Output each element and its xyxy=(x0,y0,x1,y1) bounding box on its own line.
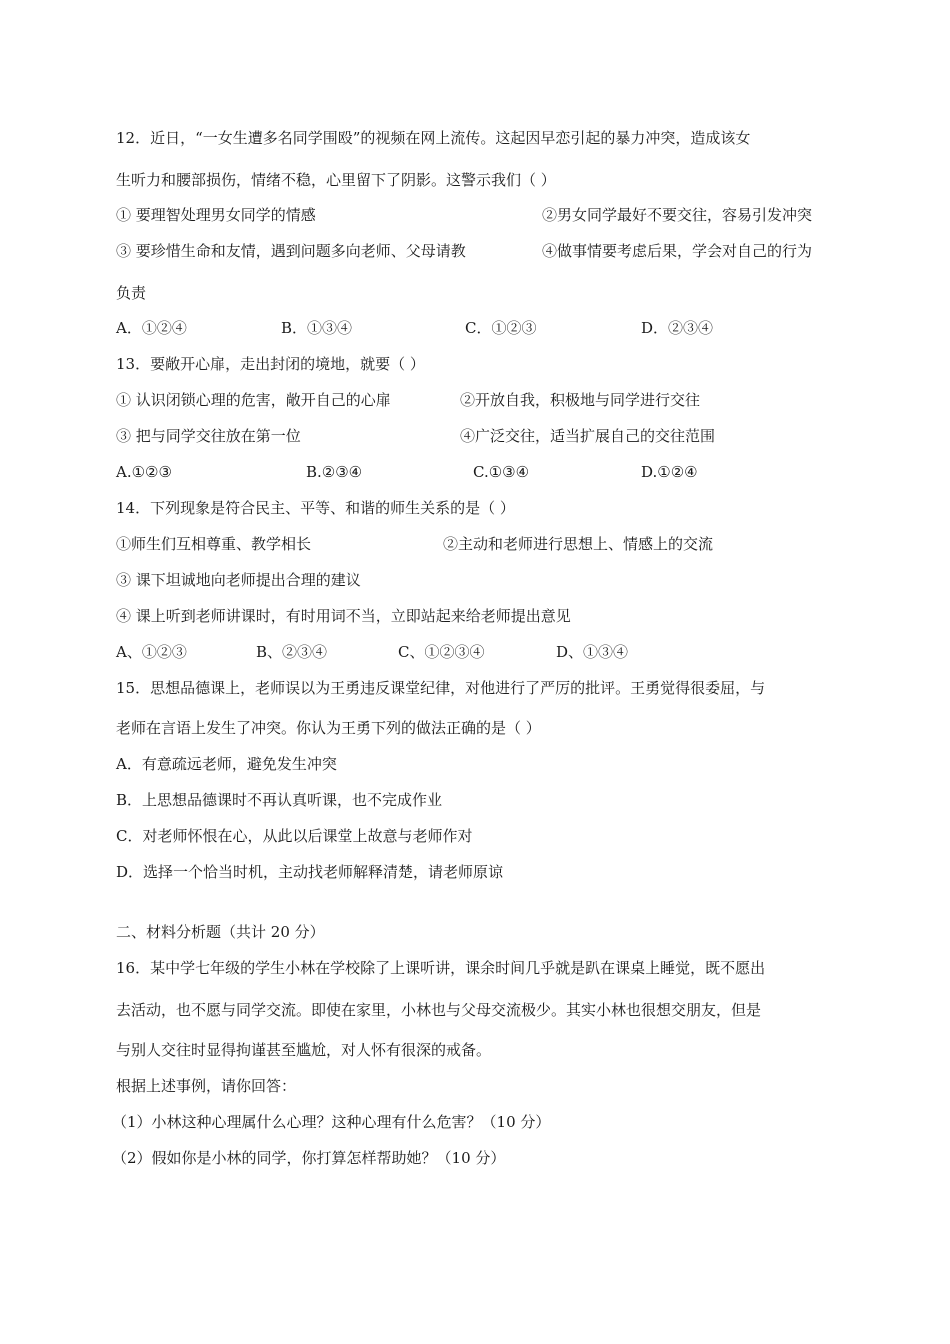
q14-option-b: B、②③④ xyxy=(256,643,328,661)
q14-item-1: ①师生们互相尊重、教学相长 xyxy=(116,535,312,553)
q13-option-c: C.①③④ xyxy=(473,463,530,481)
q14-option-a: A、①②③ xyxy=(116,643,187,661)
q12-option-b: B．①③④ xyxy=(281,319,353,337)
q12-option-c: C．①②③ xyxy=(465,319,537,337)
q15-stem-line1: 15．思想品德课上，老师误以为王勇违反课堂纪律，对他进行了严厉的批评。王勇觉得很委屈，与 xyxy=(116,679,766,697)
q15-option-c: C．对老师怀恨在心，从此以后课堂上故意与老师作对 xyxy=(116,827,473,845)
q16-stem-line3: 与别人交往时显得拘谨甚至尴尬，对人怀有很深的戒备。 xyxy=(116,1041,492,1059)
q12-item-3: ③ 要珍惜生命和友情，遇到问题多向老师、父母请教 xyxy=(116,242,466,260)
q14-item-2: ②主动和老师进行思想上、情感上的交流 xyxy=(443,535,714,553)
q13-option-a: A.①②③ xyxy=(116,463,172,481)
q14-stem: 14．下列现象是符合民主、平等、和谐的师生关系的是（ ） xyxy=(116,499,515,517)
q13-item-2: ②开放自我，积极地与同学进行交往 xyxy=(460,391,701,409)
q16-stem-line1: 16．某中学七年级的学生小林在学校除了上课听讲，课余时间几乎就是趴在课桌上睡觉，既不愿出 xyxy=(116,959,766,977)
q14-item-3: ③ 课下坦诚地向老师提出合理的建议 xyxy=(116,571,361,589)
q12-stem-line1: 12．近日，“一女生遭多名同学围殴”的视频在网上流传。这起因早恋引起的暴力冲突，造成该女 xyxy=(116,129,751,147)
q13-option-b: B.②③④ xyxy=(306,463,363,481)
q15-option-b: B．上思想品德课时不再认真听课，也不完成作业 xyxy=(116,791,443,809)
q14-option-d: D、①③④ xyxy=(556,643,629,661)
q13-stem: 13．要敞开心扉，走出封闭的境地，就要（ ） xyxy=(116,355,425,373)
q16-subquestion-2: （2）假如你是小林的同学，你打算怎样帮助她？（10 分） xyxy=(112,1149,506,1167)
q14-option-c: C、①②③④ xyxy=(398,643,485,661)
q12-item-4-cont: 负责 xyxy=(116,284,147,302)
q12-item-1: ① 要理智处理男女同学的情感 xyxy=(116,206,316,224)
q16-stem-line2: 去活动，也不愿与同学交流。即使在家里，小林也与父母交流极少。其实小林也很想交朋友，但是 xyxy=(116,1001,762,1019)
q13-item-3: ③ 把与同学交往放在第一位 xyxy=(116,427,301,445)
q14-item-4: ④ 课上听到老师讲课时，有时用词不当，立即站起来给老师提出意见 xyxy=(116,607,571,625)
q12-option-a: A．①②④ xyxy=(116,319,187,337)
section-heading: 二、材料分析题（共计 20 分） xyxy=(116,923,325,941)
q12-item-2: ②男女同学最好不要交往，容易引发冲突 xyxy=(542,206,813,224)
q12-stem-line2: 生听力和腰部损伤，情绪不稳，心里留下了阴影。这警示我们（ ） xyxy=(116,171,556,189)
q13-item-4: ④广泛交往，适当扩展自己的交往范围 xyxy=(460,427,716,445)
q12-item-4: ④做事情要考虑后果，学会对自己的行为 xyxy=(542,242,813,260)
q15-option-a: A．有意疏远老师，避免发生冲突 xyxy=(116,755,337,773)
q16-prompt: 根据上述事例，请你回答： xyxy=(116,1077,297,1095)
q16-subquestion-1: （1）小林这种心理属什么心理？这种心理有什么危害？（10 分） xyxy=(112,1113,551,1131)
q13-item-1: ① 认识闭锁心理的危害，敞开自己的心扉 xyxy=(116,391,391,409)
q12-option-d: D．②③④ xyxy=(641,319,714,337)
q15-option-d: D．选择一个恰当时机，主动找老师解释清楚，请老师原谅 xyxy=(116,863,504,881)
q15-stem-line2: 老师在言语上发生了冲突。你认为王勇下列的做法正确的是（ ） xyxy=(116,719,541,737)
q13-option-d: D.①②④ xyxy=(641,463,698,481)
